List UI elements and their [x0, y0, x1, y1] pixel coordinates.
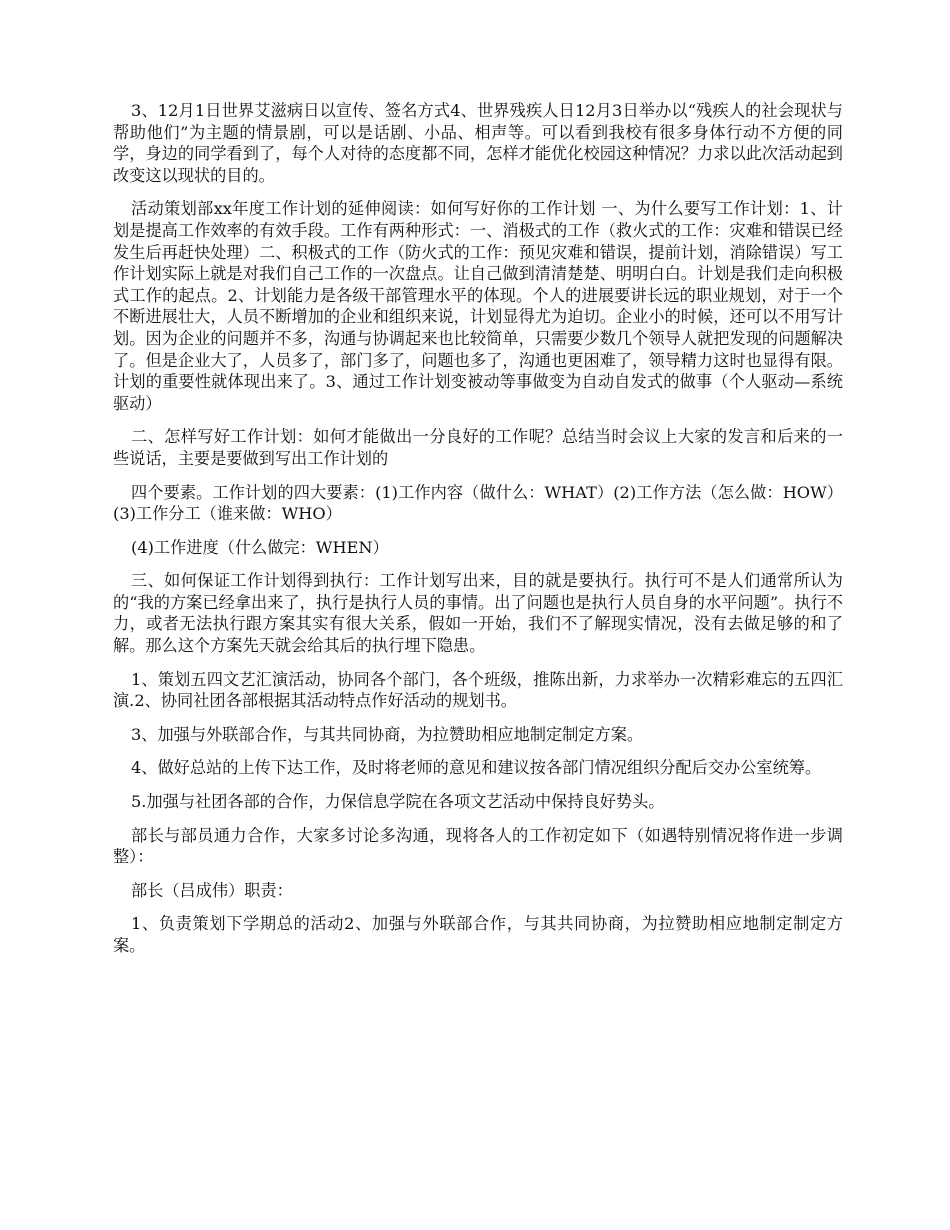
paragraph-9: 4、做好总站的上传下达工作，及时将老师的意见和建议按各部门情况组织分配后交办公室统筹。 [131, 758, 822, 778]
paragraph-8: 3、加强与外联部合作，与其共同协商，为拉赞助相应地制定制定方案。 [131, 724, 644, 744]
paragraph-1: 3、12月1日世界艾滋病日以宣传、签名方式4、世界残疾人日12月3日举办以“残疾人的社会现状与帮助他们”为主题的情景剧，可以是话剧、小品、相声等。可以看到我校有很多身体行动不方便的同学，身边的同学看到了，每个人对待的态度都不同，怎样才能优化校园这种情况？力求以此次活动起到改变这以现状的目的。 [113, 101, 843, 185]
paragraph-10: 5.加强与社团各部的合作，力保信息学院在各项文艺活动中保持良好势头。 [131, 792, 665, 812]
paragraph-11: 部长与部员通力合作，大家多讨论多沟通，现将各人的工作初定如下（如遇特别情况将作进一步调整）： [113, 825, 843, 867]
paragraph-6: 三、如何保证工作计划得到执行：工作计划写出来，目的就是要执行。执行可不是人们通常所认为的“我的方案已经拿出来了，执行是执行人员的事情。出了问题也是执行人员自身的水平问题”。执行不力，或者无法执行跟方案其实有很大关系，假如一开始，我们不了解现实情况，没有去做足够的和了解。那么这个方案先天就会给其后的执行埋下隐患。 [113, 571, 843, 656]
document-page [113, 100, 843, 969]
paragraph-5: (4)工作进度（什么做完：WHEN） [131, 537, 389, 557]
paragraph-4: 四个要素。工作计划的四大要素：(1)工作内容（做什么：WHAT）(2)工作方法（怎么做：HOW）(3)工作分工（谁来做：WHO） [113, 482, 843, 524]
paragraph-7: 1、策划五四文艺汇演活动，协同各个部门，各个班级，推陈出新，力求举办一次精彩难忘的五四汇演.2、协同社团各部根据其活动特点作好活动的规划书。 [113, 669, 843, 711]
paragraph-2: 活动策划部xx年度工作计划的延伸阅读：如何写好你的工作计划 一、为什么要写工作计划：1、计划是提高工作效率的有效手段。工作有两种形式：一、消极式的工作（救火式的工作：灾难和错误已经发生后再赶快处理）二、积极式的工作（防火式的工作：预见灾难和错误，提前计划，消除错误）写工作计划实际上就是对我们自己工作的一次盘点。让自己做到清清楚楚、明明白白。计划是我们走向积极式工作的起点。2、计划能力是各级干部管理水平的体现。个人的进展要讲长远的职业规划，对于一个不断进展壮大，人员不断增加的企业和组织来说，计划显得尤为迫切。企业小的时候，还可以不用写计划。因为企业的问题并不多，沟通与协调起来也比较简单，只需要少数几个领导人就把发现的问题解决了。但是企业大了，人员多了，部门多了，问题也多了，沟通也更困难了，领导精力这时也显得有限。计划的重要性就体现出来了。3、通过工作计划变被动等事做变为自动自发式的做事（个人驱动—系统驱动） [113, 199, 843, 413]
paragraph-12: 部长（吕成伟）职责： [131, 880, 293, 900]
paragraph-3: 二、怎样写好工作计划：如何才能做出一分良好的工作呢？总结当时会议上大家的发言和后来的一些说话，主要是要做到写出工作计划的 [113, 427, 843, 468]
paragraph-13: 1、负责策划下学期总的活动2、加强与外联部合作，与其共同协商，为拉赞助相应地制定制定方案。 [113, 914, 843, 955]
